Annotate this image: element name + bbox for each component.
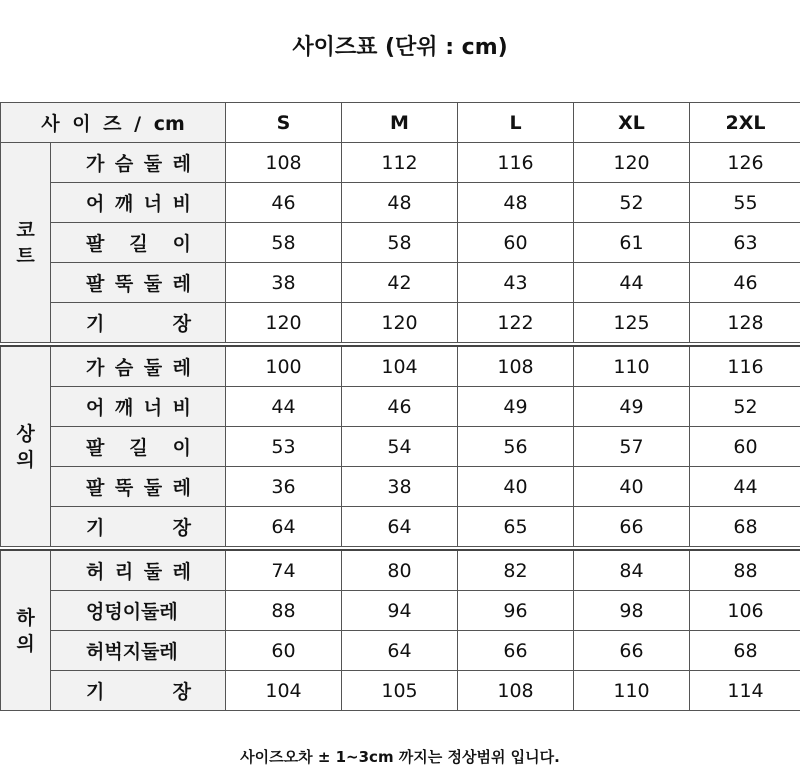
size-value-m: 42 [342,263,458,303]
size-header-2xl: 2XL [690,103,800,143]
size-value-m: 105 [342,671,458,711]
size-value-m: 46 [342,387,458,427]
size-value-l: 82 [458,550,574,591]
category-label [1,143,51,343]
size-table-body [1,103,800,711]
measurement-label-text: 기 장 [86,681,191,703]
size-value-l: 56 [458,427,574,467]
measurement-label [51,183,226,223]
size-value-2xl: 55 [690,183,800,223]
size-value-s: 64 [226,507,342,547]
size-value-s: 44 [226,387,342,427]
size-value-xl: 110 [574,346,690,387]
measurement-label [51,671,226,711]
measurement-label-text: 기 장 [86,517,191,539]
measurement-label-text: 팔 뚝 둘 레 [86,477,191,499]
measurement-label-text: 팔 뚝 둘 레 [86,273,191,295]
size-value-m: 54 [342,427,458,467]
size-value-2xl: 68 [690,507,800,547]
size-value-m: 80 [342,550,458,591]
size-value-xl: 66 [574,631,690,671]
measurement-label-text: 허벅지둘레 [86,641,178,663]
measurement-label-text: 가 슴 둘 레 [86,153,191,175]
size-value-l: 60 [458,223,574,263]
table-row [1,303,800,343]
size-value-2xl: 46 [690,263,800,303]
size-value-s: 60 [226,631,342,671]
category-char: 트 [16,244,35,267]
measurement-label [51,223,226,263]
size-value-s: 58 [226,223,342,263]
size-value-xl: 57 [574,427,690,467]
table-row [1,183,800,223]
size-value-l: 96 [458,591,574,631]
size-tolerance-note: 사이즈오차 ± 1~3cm 까지는 정상범위 입니다. [240,748,560,766]
measurement-label-text: 허 리 둘 레 [86,561,191,583]
table-row [1,631,800,671]
measurement-label-text: 기 장 [86,313,191,335]
size-value-2xl: 63 [690,223,800,263]
size-value-l: 48 [458,183,574,223]
size-value-s: 120 [226,303,342,343]
size-header-s: S [226,103,342,143]
measurement-label-text: 엉덩이둘레 [86,601,178,623]
size-value-l: 66 [458,631,574,671]
size-value-m: 48 [342,183,458,223]
size-value-2xl: 88 [690,550,800,591]
size-value-xl: 125 [574,303,690,343]
size-value-xl: 84 [574,550,690,591]
measurement-label-text: 가 슴 둘 레 [86,357,191,379]
size-value-l: 40 [458,467,574,507]
size-value-xl: 49 [574,387,690,427]
table-header-row [1,103,800,143]
size-value-m: 120 [342,303,458,343]
size-value-xl: 61 [574,223,690,263]
table-row [1,467,800,507]
size-value-s: 104 [226,671,342,711]
table-row [1,223,800,263]
size-value-l: 108 [458,671,574,711]
size-value-xl: 44 [574,263,690,303]
size-value-xl: 40 [574,467,690,507]
size-header-l: L [458,103,574,143]
measurement-label-text: 팔 길 이 [86,437,191,459]
measurement-label [51,507,226,547]
measurement-label [51,387,226,427]
table-row [1,507,800,547]
size-value-m: 58 [342,223,458,263]
size-value-2xl: 44 [690,467,800,507]
size-value-m: 38 [342,467,458,507]
size-value-xl: 52 [574,183,690,223]
measurement-label [51,263,226,303]
size-value-2xl: 116 [690,346,800,387]
size-table [0,102,800,711]
size-value-l: 116 [458,143,574,183]
table-row [1,550,800,591]
measurement-label [51,346,226,387]
table-row [1,671,800,711]
category-label [1,346,51,547]
table-row [1,346,800,387]
size-value-m: 104 [342,346,458,387]
measurement-label [51,467,226,507]
size-value-2xl: 106 [690,591,800,631]
size-value-2xl: 68 [690,631,800,671]
size-value-s: 100 [226,346,342,387]
size-value-s: 88 [226,591,342,631]
measurement-label-text: 어 깨 너 비 [86,397,191,419]
size-value-l: 43 [458,263,574,303]
measurement-label [51,550,226,591]
size-header-m: M [342,103,458,143]
category-char: 의 [16,632,35,655]
table-row [1,387,800,427]
table-row [1,427,800,467]
size-value-l: 108 [458,346,574,387]
table-row [1,263,800,303]
header-label: 사 이 즈 / cm [1,103,226,143]
size-value-xl: 120 [574,143,690,183]
size-value-2xl: 60 [690,427,800,467]
table-row [1,591,800,631]
category-label [1,550,51,711]
size-value-xl: 98 [574,591,690,631]
size-value-m: 64 [342,507,458,547]
size-header-xl: XL [574,103,690,143]
size-value-s: 36 [226,467,342,507]
measurement-label [51,303,226,343]
size-value-2xl: 128 [690,303,800,343]
measurement-label [51,631,226,671]
size-value-s: 46 [226,183,342,223]
measurement-label [51,427,226,467]
category-char: 코 [16,218,35,241]
page-title: 사이즈표 (단위 : cm) [292,35,508,60]
size-value-m: 112 [342,143,458,183]
category-char: 상 [16,422,35,445]
size-value-2xl: 52 [690,387,800,427]
table-row [1,143,800,183]
category-char: 의 [16,448,35,471]
measurement-label-text: 어 깨 너 비 [86,193,191,215]
size-value-xl: 66 [574,507,690,547]
size-value-s: 38 [226,263,342,303]
category-char: 하 [16,606,35,629]
size-value-s: 108 [226,143,342,183]
size-value-s: 53 [226,427,342,467]
size-value-m: 94 [342,591,458,631]
measurement-label-text: 팔 길 이 [86,233,191,255]
size-value-m: 64 [342,631,458,671]
size-value-l: 65 [458,507,574,547]
size-value-l: 122 [458,303,574,343]
size-value-l: 49 [458,387,574,427]
measurement-label [51,143,226,183]
size-value-xl: 110 [574,671,690,711]
size-value-2xl: 114 [690,671,800,711]
measurement-label [51,591,226,631]
size-value-s: 74 [226,550,342,591]
size-value-2xl: 126 [690,143,800,183]
